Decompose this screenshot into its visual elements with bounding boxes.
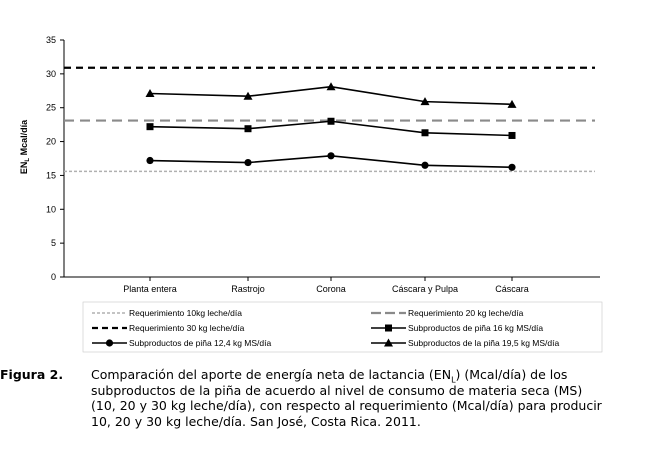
caption-label: Figura 2. [0, 367, 64, 382]
y-tick-label: 35 [45, 35, 56, 45]
y-tick-label: 15 [45, 170, 56, 181]
data-point-square [147, 123, 154, 130]
y-tick-label: 10 [45, 204, 56, 215]
x-tick-label: Cáscara y Pulpa [391, 284, 459, 294]
caption-line-1-end: ) (Mcal/día) de los [455, 367, 568, 382]
data-point-circle [421, 162, 428, 169]
series-lines [146, 82, 517, 171]
data-point-square [509, 132, 516, 139]
legend [92, 308, 559, 348]
x-tick-label: Cáscara [495, 284, 529, 294]
legend-label: Requerimiento 30 kg leche/día [129, 323, 245, 333]
axes [60, 40, 600, 281]
legend-label: Requerimiento 10kg leche/día [129, 308, 242, 318]
y-axis-label-main: EN [19, 161, 29, 175]
x-tick-labels [123, 284, 529, 294]
caption-line-4: 10, 20 y 30 kg leche/día. San José, Costa Rica. 2011. [91, 413, 421, 429]
legend-label: Subproductos de piña 16 kg MS/día [408, 323, 544, 333]
y-tick-label: 0 [50, 272, 56, 282]
caption-line-3: (10, 20 y 30 kg leche/día), con respecto al requerimiento (Mcal/día) para producir [91, 398, 602, 413]
caption-line-2: subproductos de la piña de acuerdo al nivel de consumo de materia seca (MS) [91, 382, 583, 398]
legend-label: Requerimiento 20 kg leche/día [408, 308, 524, 318]
data-point-triangle [327, 82, 336, 90]
caption-text [91, 367, 602, 429]
caption-line-1 [91, 367, 602, 383]
x-tick-label: Rastrojo [231, 284, 265, 294]
caption-line-1-sub: L [451, 375, 456, 385]
data-point-circle [146, 157, 153, 164]
y-tick-label: 25 [45, 102, 56, 113]
data-point-square [385, 325, 392, 332]
data-point-circle [106, 339, 113, 346]
data-point-square [422, 129, 429, 136]
y-tick-label: 30 [45, 68, 56, 79]
y-axis-label [19, 119, 31, 174]
x-tick-label: Corona [316, 284, 346, 294]
y-tick-labels [46, 35, 56, 282]
data-point-circle [244, 159, 251, 166]
x-tick-label: Planta entera [123, 284, 177, 294]
y-tick-label: 20 [45, 136, 56, 147]
data-point-circle [508, 164, 515, 171]
legend-label: Subproductos de piña 12,4 kg MS/día [129, 338, 272, 348]
y-axis-label-rest: Mcal/día [19, 119, 29, 158]
caption-line-1-text: Comparación del aporte de energía neta de lactancia (EN [91, 367, 452, 382]
legend-label: Subproductos de la piña 19,5 kg MS/día [408, 338, 560, 348]
y-axis-label-sub: L [25, 157, 31, 162]
data-point-circle [327, 152, 334, 159]
data-point-square [245, 125, 252, 132]
data-point-square [328, 118, 335, 125]
y-tick-label: 5 [50, 238, 56, 249]
